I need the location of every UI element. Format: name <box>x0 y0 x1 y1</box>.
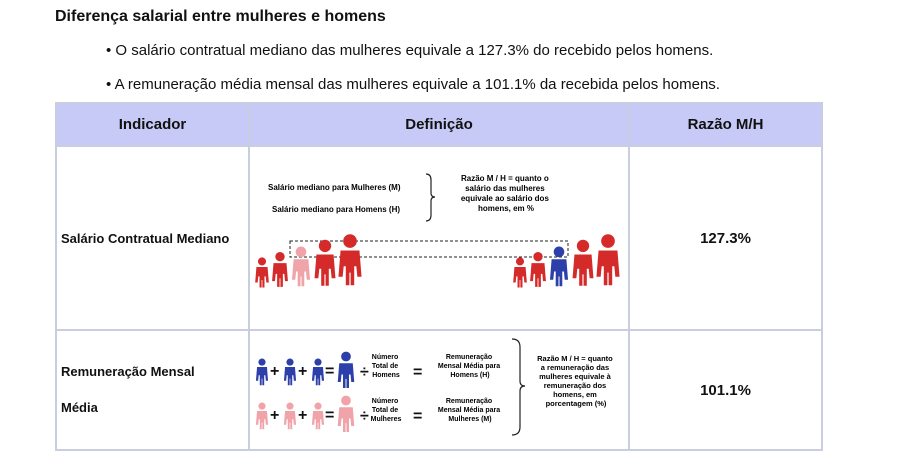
ratio-median-salary: 127.3% <box>629 146 822 330</box>
indicator-median-salary: Salário Contratual Mediano <box>56 146 249 330</box>
indicator-line-2: Média <box>61 400 98 415</box>
brace-icon <box>512 339 525 435</box>
svg-text:+: + <box>298 363 308 380</box>
header-definicao: Definição <box>249 103 629 146</box>
women-count-label: Número Total de Mulheres <box>370 398 402 423</box>
women-figures-icon <box>255 234 361 287</box>
header-indicador: Indicador <box>56 103 249 146</box>
header-razao: Razão M/H <box>629 103 822 146</box>
label-men-median: Salário mediano para Homens (H) <box>272 205 401 214</box>
definition-median-salary <box>249 146 629 330</box>
indicator-line-1: Remuneração Mensal <box>61 364 195 379</box>
definition-mean-remuneration <box>249 330 629 450</box>
men-figures-icon <box>513 234 619 287</box>
svg-text:+: + <box>298 407 308 424</box>
svg-text:=: = <box>325 363 335 380</box>
bullet-mean-remuneration: • A remuneração média mensal das mulheres equivale a 101.1% da recebida pelos homens. <box>106 76 720 93</box>
ratio-mean-remuneration: 101.1% <box>629 330 822 450</box>
bullet-median-salary: • O salário contratual mediano das mulheres equivale a 127.3% do recebido pelos homens. <box>106 42 714 59</box>
table-row <box>56 146 822 330</box>
men-count-label: Número Total de Homens <box>371 354 400 379</box>
label-women-median: Salário mediano para Mulheres (M) <box>268 183 401 192</box>
men-avg-label: Remuneração Mensal Média para Homens (H) <box>437 354 501 379</box>
mean-remuneration-diagram <box>250 331 628 449</box>
indicator-mean-remuneration <box>56 330 249 450</box>
ratio-note-mean: Razão M / H = quanto a remuneração das mulheres equivale à remuneração dos homens, em porcentagem (%) <box>537 354 613 408</box>
svg-text:÷: ÷ <box>360 364 369 381</box>
svg-text:=: = <box>325 407 335 424</box>
table-row <box>56 330 822 450</box>
svg-text:=: = <box>413 408 423 425</box>
salary-gap-table <box>55 102 823 451</box>
brace-icon <box>426 174 435 221</box>
table-header-row <box>56 103 822 146</box>
page-title: Diferença salarial entre mulheres e homens <box>55 8 386 25</box>
women-avg-label: Remuneração Mensal Média para Mulheres (M) <box>437 398 501 423</box>
ratio-note-median: Razão M / H = quanto o salário das mulheres equivale ao salário dos homens, em % <box>460 174 549 213</box>
svg-text:+: + <box>270 407 280 424</box>
svg-text:=: = <box>413 364 423 381</box>
svg-text:÷: ÷ <box>360 408 369 425</box>
median-salary-diagram <box>250 147 628 329</box>
svg-text:+: + <box>270 363 280 380</box>
